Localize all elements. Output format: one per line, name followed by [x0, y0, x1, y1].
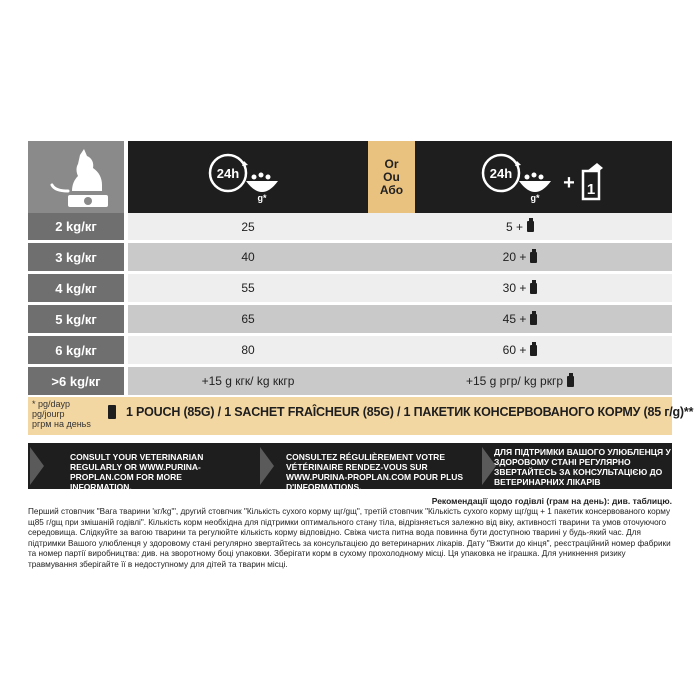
or-en: Or [384, 156, 399, 171]
dry-amount-cell: 55 [128, 274, 368, 302]
mix-plus: + [563, 172, 575, 194]
pouch-unit-ua: ргрм на деньѕ [32, 419, 91, 429]
clock-24h-mixed-icon [479, 147, 619, 207]
weight-cell: 2 kg/кг [28, 213, 124, 240]
cat-weight-header [28, 141, 124, 213]
vet-advice-band [28, 443, 672, 492]
mixed-amount-value: 60 + [502, 343, 527, 357]
pouch-icon [567, 376, 574, 387]
pouch-units [32, 399, 91, 429]
weight-cell: 6 kg/кг [28, 336, 124, 364]
pouch-icon [530, 345, 537, 356]
mix-unit-label: g* [530, 193, 540, 203]
mixed-amount-cell [368, 336, 672, 364]
mixed-amount-value: 30 + [502, 281, 527, 295]
mixed-feeding-header [415, 141, 672, 213]
dry-amount-cell: 25 [128, 213, 368, 240]
feeding-guide-title: Рекомендації щодо годівлі (грам на день): див. таблицю. [431, 496, 672, 506]
dry-amount-cell: +15 g кгк/ kg ккгр [128, 367, 368, 395]
weight-cell: 5 kg/кг [28, 305, 124, 333]
vet-advice-ua: ДЛЯ ПІДТРИМКИ ВАШОГО УЛЮБЛЕНЦЯ У ЗДОРОВОМУ СТАНІ РЕГУЛЯРНО ЗВЕРТАЙТЕСЬ ЗА КОНСУЛЬТАЦІЄЮ ДО ВЕТЕРИНАРНИХ ЛІКАРІВ [494, 447, 671, 487]
mixed-amount-cell [368, 274, 672, 302]
mixed-amount-cell [368, 213, 672, 240]
pouch-text: 1 POUCH (85G) / 1 SACHET FRAÎCHEUR (85G) / 1 ПАКЕТИК КОНСЕРВОВАНОГО КОРМУ (85 г/g)** [126, 405, 694, 419]
dry-amount-cell: 80 [128, 336, 368, 364]
mixed-amount-value: +15 g ргр/ kg ркгр [465, 374, 564, 388]
mixed-amount-value: 5 + [505, 219, 523, 234]
pouch-icon [530, 252, 537, 263]
mixed-amount-cell [368, 367, 672, 395]
pouch-icon [108, 405, 116, 419]
or-fr: Ou [383, 169, 400, 184]
vet-advice-fr: CONSULTEZ RÉGULIÈREMENT VOTRE VÉTÉRINAIRE RENDEZ-VOUS SUR WWW.PURINA-PROPLAN.COM POUR PLUS D'INFORMATIONS. [286, 452, 464, 492]
cat-on-scale-icon [28, 141, 124, 213]
mix-clock-label: 24h [489, 166, 513, 181]
mixed-amount-cell [368, 305, 672, 333]
dry-amount-cell: 40 [128, 243, 368, 271]
dry-amount-cell: 65 [128, 305, 368, 333]
feeding-guide-body: Перший стовпчик "Вага тварини 'кг/kg'", другий стовпчик "Кількість сухого корму щг/gщ", третій стовпчик "Кількість сухого корму щг/gщ + 1 пакетик консервованого корму щ85 г/gщ при змішаній годівлі". Кількість корм необхідна для підтримки оптимального стану тіла, відрізняється залежно від віку, активності тварини та умов оточуючого середовища. Слідкуйте за вагою тварини та регулюйте кількість корму відповідно. Свіжа чиста питна вода повинна бути доступною тварині у будь-який час. Для підтримки Вашого улюбленця у здоровому стані регулярно звертайтесь за консультацією до ветеринарних лікарів. Дату "Вжити до кінця", реєстраційний номер фабрики та номер партії виробництва: див. на зворотному боці упаковки. Зберігати корм в сухому прохолодному місці. Ця упаковка не іграшка. Для уникнення ризику травмування зберігайте її в недоступному для дітей та тварин місці. [28, 507, 671, 569]
chevron-right-icon [30, 447, 44, 485]
pouch-icon [527, 221, 534, 232]
or-separator [368, 141, 415, 213]
vet-advice-en: CONSULT YOUR VETERINARIAN REGULARLY OR WWW.PURINA-PROPLAN.COM FOR MORE INFORMATION. [70, 452, 204, 492]
chevron-right-icon [260, 447, 274, 485]
mix-pouch-count: 1 [586, 181, 596, 198]
dry-food-header [128, 141, 368, 213]
mixed-amount-cell [368, 243, 672, 271]
mixed-amount-value: 20 + [502, 250, 527, 264]
dry-unit-label: g* [257, 193, 267, 203]
pouch-unit-fr: pg/jourp [32, 409, 65, 419]
weight-cell: 3 kg/кг [28, 243, 124, 271]
or-ua: Або [379, 182, 404, 197]
pouch-unit-en: * pg/dayp [32, 399, 71, 409]
dry-clock-label: 24h [216, 166, 240, 181]
pouch-icon [530, 314, 537, 325]
mixed-amount-value: 45 + [502, 312, 527, 326]
weight-cell: >6 kg/кг [28, 367, 124, 395]
weight-cell: 4 kg/кг [28, 274, 124, 302]
pouch-icon [530, 283, 537, 294]
clock-24h-dry-icon [206, 147, 290, 207]
